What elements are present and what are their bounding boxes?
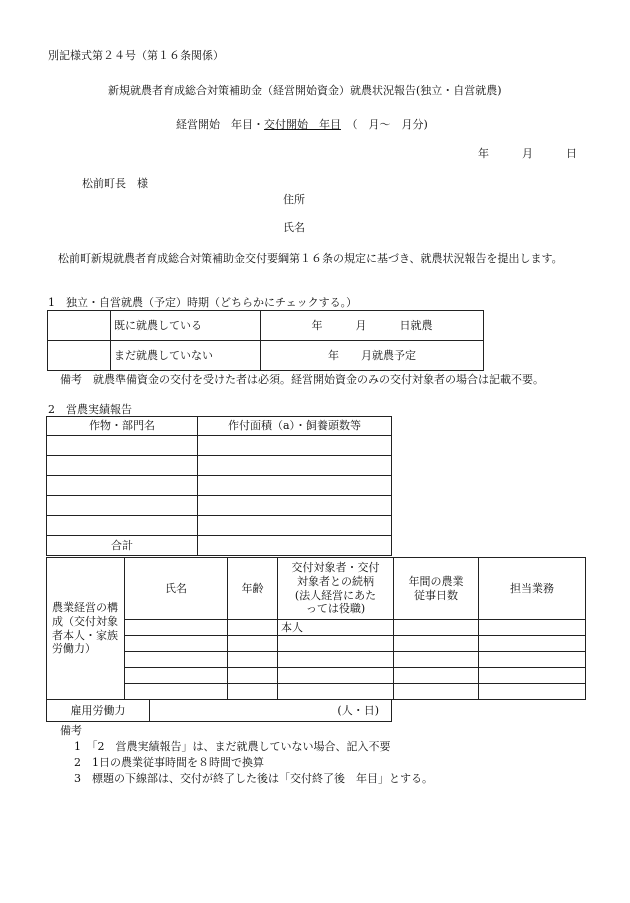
subtitle-pre: 経営開始 年目・ — [176, 118, 264, 131]
labor-row — [47, 652, 586, 668]
crop-total-value[interactable] — [198, 536, 392, 556]
hired-labor-unit: (人・日) — [150, 700, 392, 722]
intro-text: 松前町新規就農者育成総合対策補助金交付要綱第１６条の規定に基づき、就農状況報告を提出します。 — [58, 252, 563, 265]
labor-days-cell[interactable] — [394, 620, 479, 636]
hired-labor-row — [47, 700, 392, 722]
employment-timing-table — [47, 310, 484, 371]
timing-label-started: 既に就農している — [111, 311, 261, 341]
labor-table — [46, 557, 586, 700]
days-line: 年間の農業 — [408, 574, 464, 588]
crop-header-area: 作付面積（a）・飼養頭数等 — [198, 417, 392, 436]
timing-label-planned: まだ就農していない — [111, 341, 261, 371]
relation-line: 交付対象者・交付 — [291, 561, 380, 574]
labor-header-row — [47, 558, 586, 620]
labor-row — [47, 668, 586, 684]
subtitle-underlined: 交付開始 年目 — [264, 118, 341, 131]
labor-days-cell[interactable] — [394, 652, 479, 668]
labor-age-cell[interactable] — [228, 668, 278, 684]
crop-header-name: 作物・部門名 — [47, 417, 198, 436]
crop-table — [46, 416, 392, 556]
crop-name-cell[interactable] — [47, 516, 198, 536]
labor-side-label — [47, 558, 125, 700]
timing-row-planned — [48, 341, 484, 371]
crop-area-cell[interactable] — [198, 456, 392, 476]
crop-row — [47, 516, 392, 536]
hired-labor-label: 雇用労働力 — [47, 700, 150, 722]
recipient: 松前町長 様 — [82, 177, 148, 190]
labor-name-cell[interactable] — [125, 652, 228, 668]
labor-days-cell[interactable] — [394, 668, 479, 684]
labor-header-age: 年齢 — [228, 558, 278, 620]
timing-value-planned: 年 月就農予定 — [261, 341, 484, 371]
relation-line: (法人経営にあた — [294, 588, 377, 602]
crop-area-cell[interactable] — [198, 496, 392, 516]
labor-days-cell[interactable] — [394, 684, 479, 700]
note-item: 3 標題の下線部は、交付が終了した後は「交付終了後 年目」とする。 — [74, 772, 433, 785]
labor-duty-cell[interactable] — [479, 636, 586, 652]
note-item: 1 「2 営農実績報告」は、まだ就農していない場合、記入不要 — [74, 740, 391, 753]
document-title: 新規就農者育成総合対策補助金（経営開始資金）就農状況報告(独立・自営就農) — [108, 84, 502, 97]
labor-duty-cell[interactable] — [479, 684, 586, 700]
labor-relation-self: 本人 — [278, 620, 394, 636]
timing-row-started — [48, 311, 484, 341]
crop-area-cell[interactable] — [198, 436, 392, 456]
crop-header-row — [47, 417, 392, 436]
form-number: 別記様式第２４号（第１６条関係） — [48, 49, 224, 62]
labor-age-cell[interactable] — [228, 652, 278, 668]
labor-duty-cell[interactable] — [479, 668, 586, 684]
labor-side-line: 農業経営の構 — [52, 601, 118, 614]
crop-name-cell[interactable] — [47, 456, 198, 476]
labor-duty-cell[interactable] — [479, 652, 586, 668]
crop-row — [47, 476, 392, 496]
subtitle-post: （ 月～ 月分) — [341, 118, 428, 131]
labor-side-line: 者本人・家族 — [52, 628, 118, 642]
crop-name-cell[interactable] — [47, 436, 198, 456]
notes-heading: 備考 — [60, 724, 82, 737]
timing-value-started: 年 月 日就農 — [261, 311, 484, 341]
labor-side-line: 労働力） — [52, 642, 96, 656]
labor-relation-cell[interactable] — [278, 652, 394, 668]
crop-area-cell[interactable] — [198, 476, 392, 496]
labor-header-relation — [278, 558, 394, 620]
labor-age-cell[interactable] — [228, 620, 278, 636]
labor-duty-cell[interactable] — [479, 620, 586, 636]
address-label: 住所 — [283, 193, 305, 206]
crop-name-cell[interactable] — [47, 476, 198, 496]
note-item: 2 1日の農業従事時間を８時間で換算 — [74, 756, 264, 769]
labor-header-days — [394, 558, 479, 620]
crop-name-cell[interactable] — [47, 496, 198, 516]
section1-note: 備考 就農準備資金の交付を受けた者は必須。経営開始資金のみの交付対象者の場合は記載不要。 — [60, 373, 544, 386]
labor-name-cell[interactable] — [125, 620, 228, 636]
relation-line: っては役職) — [305, 602, 366, 616]
labor-header-duty: 担当業務 — [479, 558, 586, 620]
report-date: 年 月 日 — [478, 147, 577, 160]
timing-check-started[interactable] — [48, 311, 111, 341]
document-subtitle — [176, 118, 428, 131]
labor-name-cell[interactable] — [125, 684, 228, 700]
labor-name-cell[interactable] — [125, 636, 228, 652]
crop-total-row — [47, 536, 392, 556]
labor-row-self — [47, 620, 586, 636]
labor-row — [47, 636, 586, 652]
labor-relation-cell[interactable] — [278, 684, 394, 700]
crop-row — [47, 456, 392, 476]
relation-line: 対象者との続柄 — [297, 574, 374, 588]
name-label: 氏名 — [283, 221, 305, 234]
labor-age-cell[interactable] — [228, 636, 278, 652]
hired-labor-table — [46, 699, 392, 722]
labor-relation-cell[interactable] — [278, 668, 394, 684]
crop-row — [47, 436, 392, 456]
labor-age-cell[interactable] — [228, 684, 278, 700]
crop-area-cell[interactable] — [198, 516, 392, 536]
section2-heading: 2 営農実績報告 — [48, 403, 132, 416]
labor-header-name: 氏名 — [125, 558, 228, 620]
labor-relation-cell[interactable] — [278, 636, 394, 652]
labor-days-cell[interactable] — [394, 636, 479, 652]
labor-name-cell[interactable] — [125, 668, 228, 684]
section1-heading: 1 独立・自営就農（予定）時期（どちらかにチェックする。） — [48, 296, 358, 309]
days-line: 従事日数 — [414, 588, 458, 602]
crop-total-label: 合計 — [47, 536, 198, 556]
labor-row — [47, 684, 586, 700]
crop-row — [47, 496, 392, 516]
timing-check-planned[interactable] — [48, 341, 111, 371]
labor-side-line: 成（交付対象 — [52, 614, 118, 628]
